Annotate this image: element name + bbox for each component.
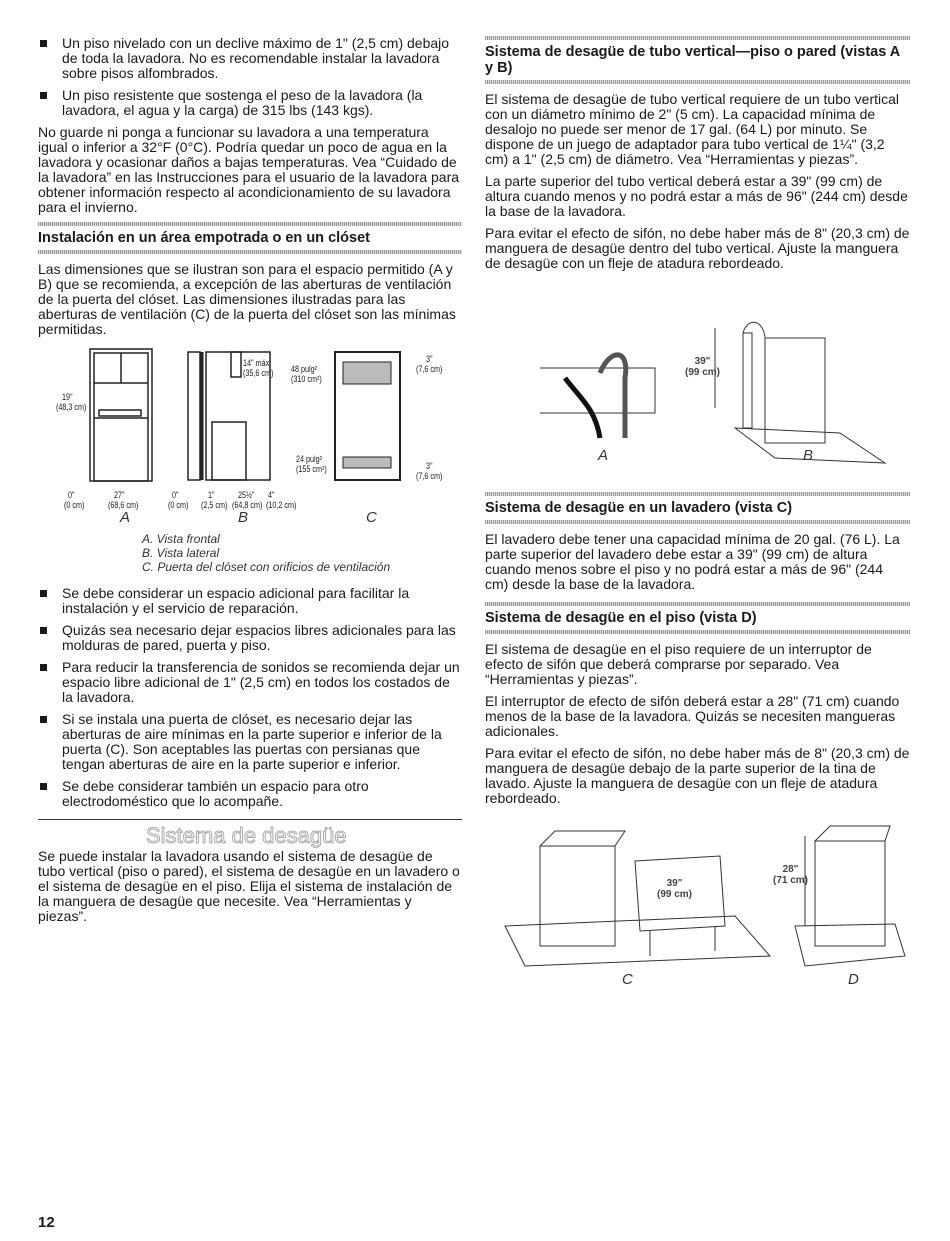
divider — [485, 492, 910, 496]
dim-label: 19" — [62, 392, 73, 402]
dim-label: 3" — [426, 354, 433, 364]
page-number: 12 — [38, 1214, 55, 1231]
figure-label-b: B — [238, 509, 249, 526]
dim-label — [685, 356, 720, 378]
dim-label: 1" — [208, 490, 215, 500]
section-title: Sistema de desagüe — [146, 823, 347, 848]
section-heading: Sistema de desagüe en el piso (vista D) — [485, 610, 757, 626]
paragraph: La parte superior del tubo vertical deberá estar a 39" (99 cm) de altura cuando menos y no podrá estar a más de 96" (244 cm) desde la base de la lavadora. — [485, 173, 908, 219]
paragraph: Para evitar el efecto de sifón, no debe haber más de 8" (20,3 cm) de manguera de desagüe debajo de la parte superior de la tina de lavado. Ajuste la manguera de desagüe con un fleje de atadura rebordeado. — [485, 745, 910, 806]
dim-label: (35,6 cm) — [243, 368, 274, 378]
divider — [38, 222, 462, 226]
dim-value-cm: (71 cm) — [773, 875, 809, 886]
dim-label — [773, 864, 808, 886]
dim-label: (7,6 cm) — [416, 471, 443, 481]
dim-label: (310 cm²) — [291, 374, 322, 384]
divider — [485, 630, 910, 634]
figure-label-d: D — [848, 971, 859, 988]
section-heading: Instalación en un área empotrada o en un clóset — [38, 230, 370, 246]
figure-label-c: C — [622, 971, 633, 988]
divider — [38, 250, 462, 254]
dim-label — [657, 878, 692, 900]
paragraph: Para evitar el efecto de sifón, no debe haber más de 8" (20,3 cm) de manguera de desagüe dentro del tubo vertical. Ajuste la manguera de desagüe con un fleje de atadura rebordeado. — [485, 225, 910, 271]
dim-label: 27" — [114, 490, 125, 500]
dim-label: 3" — [426, 461, 433, 471]
caption: B. Vista lateral — [142, 546, 220, 560]
caption: A. Vista frontal — [142, 532, 220, 546]
caption: C. Puerta del clóset con orificios de ventilación — [142, 560, 391, 574]
divider — [485, 602, 910, 606]
paragraph: El sistema de desagüe en el piso requiere de un interruptor de efecto de sifón que deberá comprarse por separado. Vea “Herramientas y piezas”. — [485, 641, 872, 687]
dim-label: 48 pulg² — [291, 364, 318, 374]
dim-label: 24 pulg² — [296, 454, 323, 464]
divider — [485, 80, 910, 84]
dim-value: 28" — [782, 864, 799, 875]
dim-label: (68,6 cm) — [108, 500, 139, 510]
standpipe-figure — [485, 278, 910, 468]
divider — [38, 819, 462, 820]
bullet-item: Un piso nivelado con un declive máximo de 1" (2,5 cm) debajo de toda la lavadora. No es recomendable instalar la lavadora sobre pisos alfombrados. — [38, 36, 462, 81]
dim-value: 39" — [666, 878, 683, 889]
figure-label-b: B — [803, 447, 814, 464]
tub-floor-diagram — [485, 816, 910, 996]
tub-floor-figure — [485, 816, 910, 996]
paragraph: No guarde ni ponga a funcionar su lavadora a una temperatura igual o inferior a 32°F (0°C). Podría quedar un poco de agua en la lavadora y ocasionar daños a bajas temperaturas. Vea “Cuidado de la lavadora” en las Instrucciones para el usuario de la lavadora para obtener información respecto al acondicionamiento de su lavadora para el invierno. — [38, 124, 460, 215]
bullet-item: Se debe considerar también un espacio para otro electrodoméstico que lo acompañe. — [38, 779, 462, 809]
dim-label: (10,2 cm) — [266, 500, 297, 510]
paragraph: El interruptor de efecto de sifón deberá estar a 28" (71 cm) cuando menos de la base de la lavadora. Quizás se necesiten mangueras adicionales. — [485, 693, 900, 739]
dim-label: (0 cm) — [64, 500, 85, 510]
section-heading: Sistema de desagüe de tubo vertical—piso o pared (vistas A y B) — [485, 44, 900, 76]
paragraph: El sistema de desagüe de tubo vertical requiere de un tubo vertical con un diámetro mínimo de 2" (5 cm). La capacidad mínima de desalojo no puede ser menor de 17 gal. (64 L) por minuto. Se dispone de un juego de adaptador para tubo vertical de 1¼" (3,2 cm) a 1" (2,5 cm) de diámetro. Vea “Herramientas y piezas”. — [485, 91, 900, 167]
paragraph: El lavadero debe tener una capacidad mínima de 20 gal. (76 L). La parte superior del lavadero debe estar a 39" (99 cm) de altura cuando menos sobre el piso y no podrá estar a más de 96" (244 cm) desde la base de la lavadora. — [485, 531, 900, 592]
dim-label: (155 cm²) — [296, 464, 327, 474]
closet-figure — [38, 344, 462, 526]
dim-label: (0 cm) — [168, 500, 189, 510]
bullet-item: Se debe considerar un espacio adicional para facilitar la instalación y el servicio de reparación. — [38, 586, 462, 616]
dim-label: 14" máx. — [243, 358, 272, 368]
bullet-item: Para reducir la transferencia de sonidos se recomienda dejar un espacio libre adicional de 1" (2,5 cm) en todos los costados de la lavadora. — [38, 660, 462, 705]
dim-label: (7,6 cm) — [416, 364, 443, 374]
dim-label: 0" — [68, 490, 75, 500]
paragraph: Las dimensiones que se ilustran son para el espacio permitido (A y B) que se recomienda, a excepción de las aberturas de ventilación de la puerta del clóset. Las dimensiones ilustradas para las aberturas de ventilación (C) de la puerta del clóset son las mínimas permitidas. — [38, 261, 456, 337]
dim-label: 0" — [172, 490, 179, 500]
right-column — [485, 36, 910, 996]
dim-label: 4" — [268, 490, 275, 500]
dim-value-cm: (99 cm) — [685, 367, 721, 378]
dim-label: (48,3 cm) — [56, 402, 87, 412]
bullet-item: Quizás sea necesario dejar espacios libres adicionales para las molduras de pared, puerta y piso. — [38, 623, 462, 653]
dim-label: 25½" — [238, 490, 255, 500]
figure-label-a: A — [120, 509, 131, 526]
dim-label: (2,5 cm) — [201, 500, 228, 510]
figure-label-c: C — [366, 509, 377, 526]
dim-value-cm: (99 cm) — [657, 889, 693, 900]
dim-label: (64,8 cm) — [232, 500, 263, 510]
section-heading: Sistema de desagüe en un lavadero (vista C) — [485, 500, 793, 516]
figure-label-a: A — [598, 447, 609, 464]
dim-value: 39" — [694, 356, 711, 367]
bullet-item: Si se instala una puerta de clóset, es necesario dejar las aberturas de aire mínimas en la parte superior e inferior de la puerta (C). Son aceptables las puertas con persianas que tengan aberturas de aire en la parte superior e inferior. — [38, 712, 462, 772]
figure-captions — [38, 532, 462, 574]
divider — [485, 520, 910, 524]
paragraph: Se puede instalar la lavadora usando el sistema de desagüe de tubo vertical (piso o pared), el sistema de desagüe en un lavadero o el sistema de desagüe en el piso. Elija el sistema de instalación de la manguera de desagüe que necesite. Vea “Herramientas y piezas”. — [38, 848, 460, 924]
divider — [485, 36, 910, 40]
left-column — [38, 36, 462, 931]
bullet-item: Un piso resistente que sostenga el peso de la lavadora (la lavadora, el agua y la carga) de 315 lbs (143 kgs). — [38, 88, 462, 118]
